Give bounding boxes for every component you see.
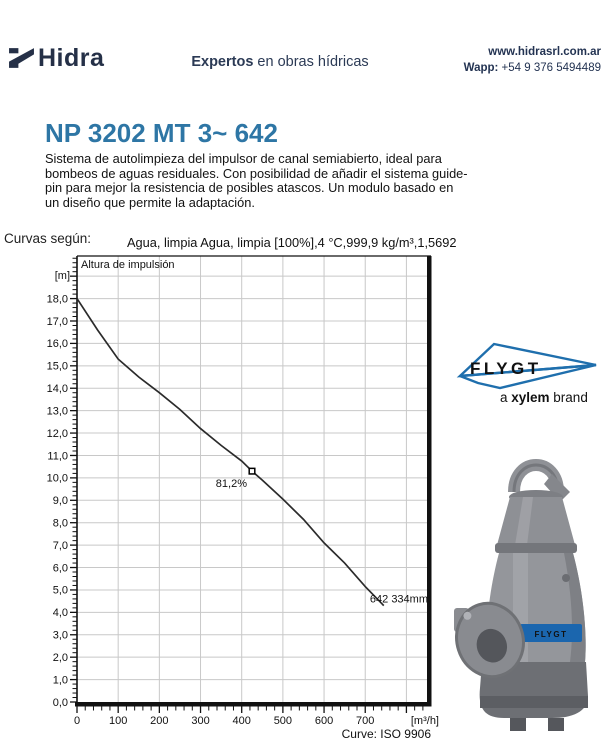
svg-text:[m]: [m] — [54, 270, 70, 282]
svg-text:9,0: 9,0 — [52, 495, 68, 508]
hidra-logo-icon — [8, 45, 35, 72]
header-bar — [0, 0, 611, 100]
chart-header: Agua, limpia Agua, limpia [100%],4 °C,999,9 kg/m³,1,5692 — [127, 235, 457, 250]
svg-text:17,0: 17,0 — [46, 315, 68, 328]
svg-text:4,0: 4,0 — [52, 607, 68, 620]
wapp-label: Wapp: — [463, 62, 499, 74]
svg-text:200: 200 — [150, 715, 169, 727]
xylem-brand-line: a xylem brand — [500, 390, 588, 405]
pump-foot — [548, 718, 564, 731]
svg-text:100: 100 — [108, 715, 128, 727]
svg-text:1,0: 1,0 — [52, 674, 68, 687]
svg-text:[m³/h]: [m³/h] — [410, 715, 439, 727]
svg-text:7,0: 7,0 — [52, 539, 68, 552]
svg-text:12,0: 12,0 — [46, 427, 68, 440]
curves-label: Curvas según: — [4, 231, 92, 246]
svg-text:700: 700 — [356, 715, 375, 727]
hidra-logo — [8, 44, 104, 73]
contact-block — [464, 44, 601, 76]
pump-motor-cap — [497, 497, 575, 545]
svg-text:400: 400 — [232, 715, 251, 727]
svg-text:10,0: 10,0 — [46, 472, 68, 485]
svg-text:6,0: 6,0 — [52, 562, 68, 575]
svg-text:16,0: 16,0 — [46, 338, 68, 351]
curve-plot — [30, 248, 445, 745]
svg-text:Curve: ISO 9906: Curve: ISO 9906 — [341, 727, 431, 741]
svg-text:15,0: 15,0 — [46, 360, 68, 373]
svg-text:600: 600 — [314, 715, 334, 727]
pump-product-image — [452, 448, 610, 745]
svg-text:18,0: 18,0 — [46, 293, 68, 306]
svg-text:11,0: 11,0 — [47, 450, 68, 463]
svg-text:0: 0 — [73, 715, 81, 727]
pump-foot — [510, 718, 526, 731]
tagline-bold: Expertos — [191, 54, 254, 70]
page-title: NP 3202 MT 3~ 642 — [45, 118, 278, 148]
tagline — [150, 54, 410, 70]
svg-text:81,2%: 81,2% — [215, 478, 247, 491]
svg-text:642 334mm: 642 334mm — [369, 593, 428, 606]
svg-text:8,0: 8,0 — [52, 517, 68, 530]
website-link[interactable]: www.hidrasrl.com.ar — [488, 46, 601, 58]
svg-text:Altura de impulsión: Altura de impulsión — [81, 259, 175, 271]
svg-text:300: 300 — [191, 715, 210, 727]
wapp-number: +54 9 376 5494489 — [498, 62, 601, 74]
product-description: Sistema de autolimpieza del impulsor de canal semiabierto, ideal para bombeos de aguas residuales. Con posibilidad de añadir el sistema guide-pin para mejor la resistencia de posibles atascos. Un modulo basado en un diseño que permite la adaptación. — [45, 151, 468, 210]
svg-text:0,0: 0,0 — [52, 696, 68, 709]
svg-text:14,0: 14,0 — [46, 383, 68, 396]
tagline-rest: en obras hídricas — [253, 54, 369, 70]
svg-text:3,0: 3,0 — [52, 629, 68, 642]
svg-text:13,0: 13,0 — [46, 405, 68, 418]
svg-text:500: 500 — [273, 715, 293, 727]
svg-text:5,0: 5,0 — [52, 584, 68, 597]
whatsapp-line[interactable] — [464, 60, 601, 76]
flygt-logo — [448, 334, 608, 406]
pump-sticker-text: FLYGT — [534, 630, 568, 639]
svg-text:2,0: 2,0 — [52, 651, 68, 664]
pump-curve-chart — [30, 248, 445, 745]
brand-name: Hidra — [38, 44, 105, 72]
flygt-wordmark: FLYGT — [470, 359, 542, 378]
